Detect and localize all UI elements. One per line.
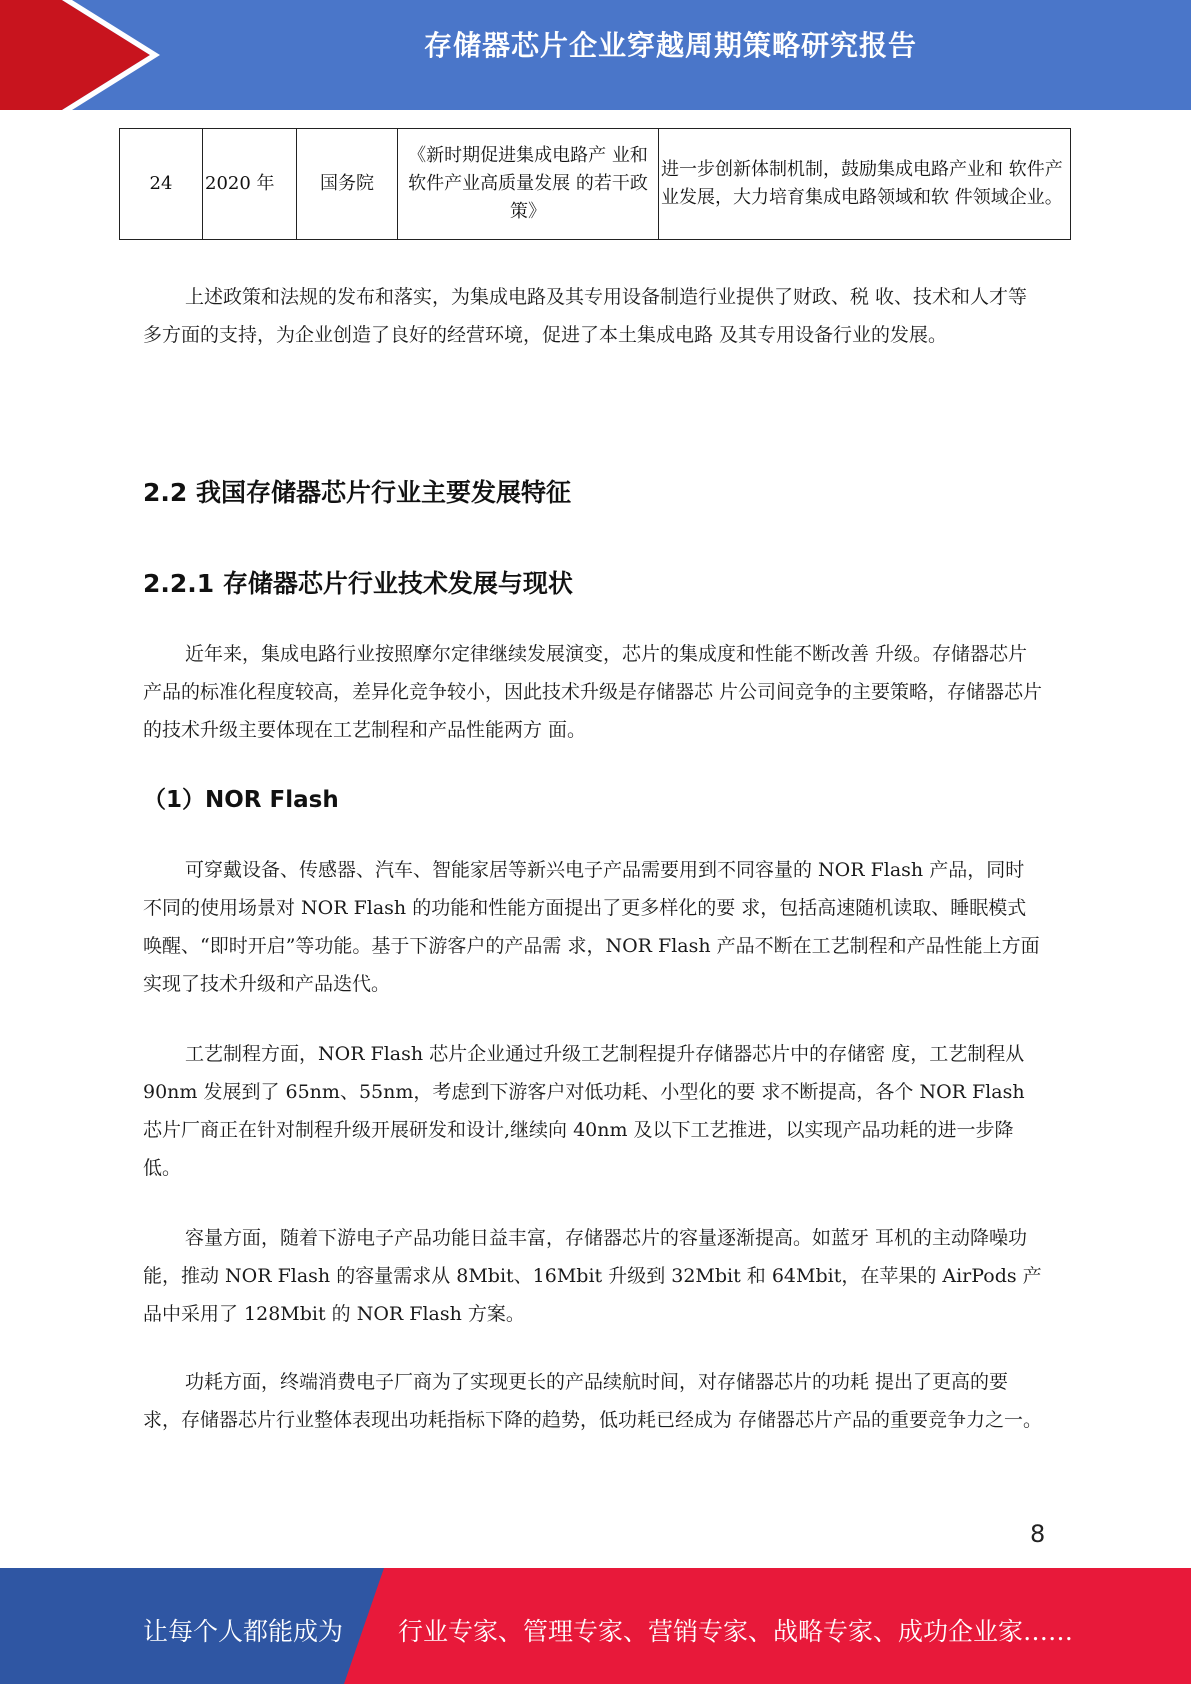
paragraph-capacity: 容量方面，随着下游电子产品功能日益丰富，存储器芯片的容量逐渐提高。如蓝牙 耳机的主动降噪功能，推动 NOR Flash 的容量需求从 8Mbit、16Mbit 升级到 32Mbit 和 64Mbit，在苹果的 AirPods 产品中采用了 128Mbit 的 NOR Flash 方案。 [143,1227,1042,1325]
page-header [0,0,1191,110]
page-footer [0,1568,1191,1684]
footer-slogan-right: 行业专家、管理专家、营销专家、战略专家、成功企业家…… [398,1617,1074,1646]
heading-nor-flash: （1）NOR Flash [143,787,339,813]
paragraph-nor-applications: 可穿戴设备、传感器、汽车、智能家居等新兴电子产品需要用到不同容量的 NOR Flash 产品，同时不同的使用场景对 NOR Flash 的功能和性能方面提出了更多样化的要 求，包括高速随机读取、睡眠模式唤醒、“即时开启”等功能。基于下游客户的产品需 求，NOR Flash 产品不断在工艺制程和产品性能上方面实现了技术升级和产品迭代。 [143,859,1040,995]
table-row [120,129,1071,240]
cell-description: 进一步创新体制机制，鼓励集成电路产业和 软件产业发展，大力培育集成电路领域和软 件领域企业。 [659,129,1071,240]
page-number: 8 [1030,1520,1046,1548]
cell-year: 2020 年 [203,129,297,240]
cell-policy-title: 《新时期促进集成电路产 业和软件产业高质量发展 的若干政策》 [398,129,659,240]
paragraph-policy-summary: 上述政策和法规的发布和落实，为集成电路及其专用设备制造行业提供了财政、税 收、技术和人才等多方面的支持，为企业创造了良好的经营环境，促进了本土集成电路 及其专用设备行业的发展。 [143,286,1028,346]
heading-2-2-1: 2.2.1 存储器芯片行业技术发展与现状 [143,569,573,598]
cell-number: 24 [120,129,203,240]
paragraph-process-node: 工艺制程方面，NOR Flash 芯片企业通过升级工艺制程提升存储器芯片中的存储密 度，工艺制程从 90nm 发展到了 65nm、55nm，考虑到下游客户对低功耗、小型化的要 求不断提高，各个 NOR Flash 芯片厂商正在针对制程升级开展研发和设计,继续向 40nm 及以下工艺推进，以实现产品功耗的进一步降低。 [143,1043,1025,1179]
cell-issuer: 国务院 [297,129,398,240]
policy-table [119,128,1071,240]
report-title: 存储器芯片企业穿越周期策略研究报告 [423,29,917,62]
paragraph-tech-development: 近年来，集成电路行业按照摩尔定律继续发展演变，芯片的集成度和性能不断改善 升级。存储器芯片产品的标准化程度较高，差异化竞争较小，因此技术升级是存储器芯 片公司间竞争的主要策略，存储器芯片的技术升级主要体现在工艺制程和产品性能两方 面。 [143,643,1043,741]
heading-2-2: 2.2 我国存储器芯片行业主要发展特征 [143,478,571,507]
footer-slogan-left: 让每个人都能成为 [143,1617,344,1646]
paragraph-power: 功耗方面，终端消费电子厂商为了实现更长的产品续航时间，对存储器芯片的功耗 提出了更高的要求，存储器芯片行业整体表现出功耗指标下降的趋势，低功耗已经成为 存储器芯片产品的重要竞争力之一。 [143,1371,1043,1431]
